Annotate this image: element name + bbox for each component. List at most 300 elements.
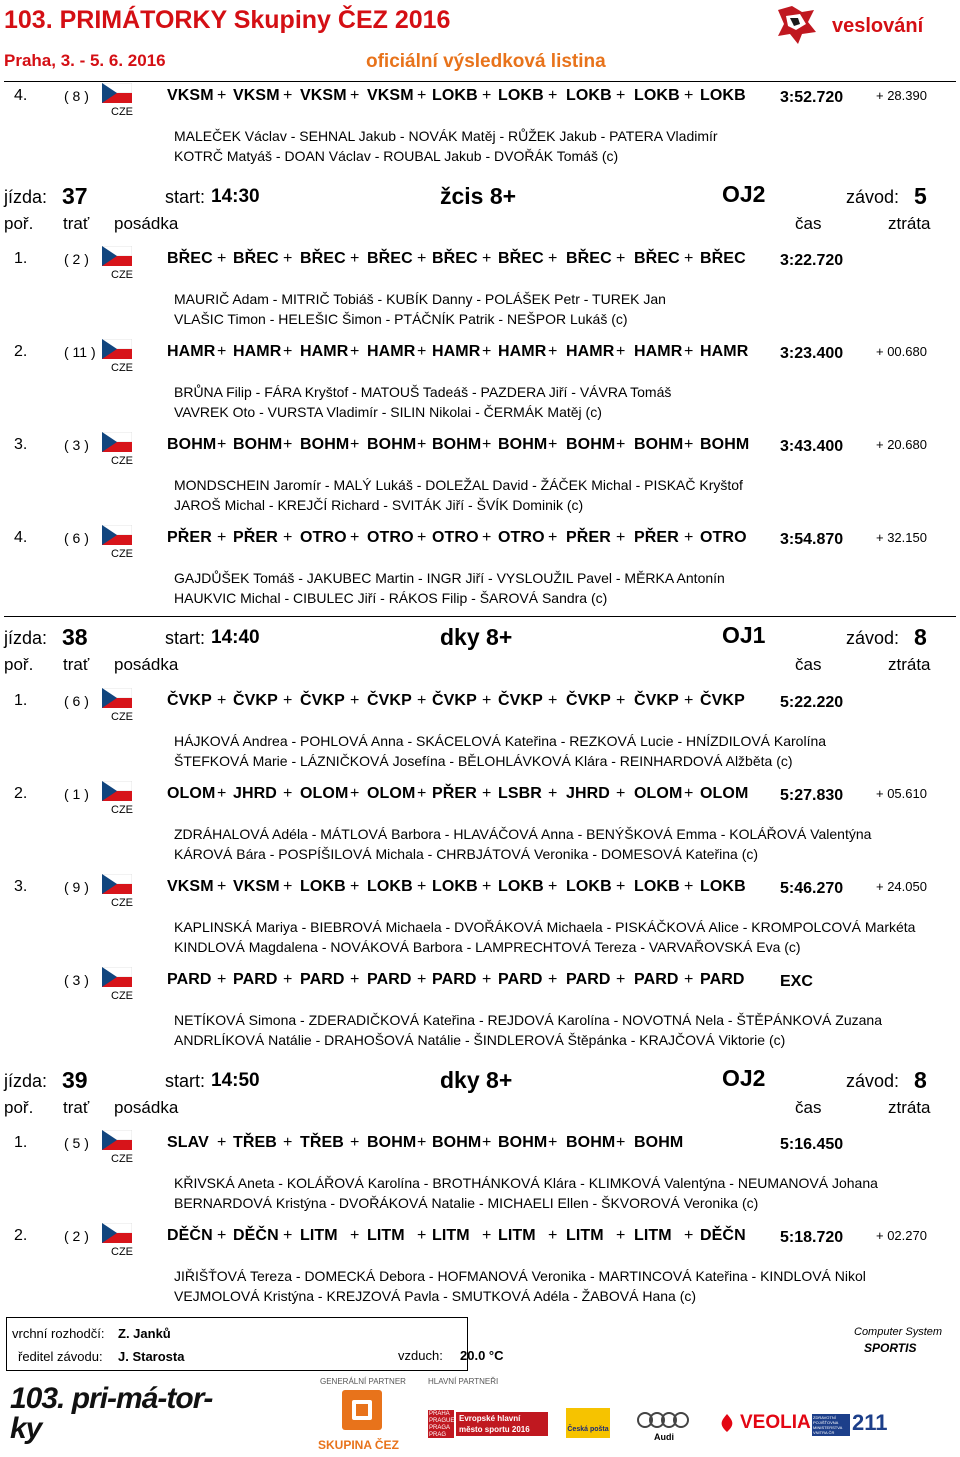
plus-sign: + bbox=[350, 436, 360, 453]
boat-club: ČVKP bbox=[700, 692, 745, 709]
column-por: poř. bbox=[4, 655, 34, 674]
boat-club: BŘEC bbox=[167, 250, 213, 267]
boat-club: VKSM bbox=[233, 878, 280, 895]
result-position: 3. bbox=[14, 436, 28, 453]
boat-club: OTRO bbox=[367, 529, 414, 546]
crew-line: KINDLOVÁ Magdalena - NOVÁKOVÁ Barbora - LAMPRECHTOVÁ Tereza - VARVAŘOVSKÁ Eva (c) bbox=[174, 939, 801, 955]
boat-club: LITM bbox=[367, 1227, 405, 1244]
boat-club: JHRD bbox=[233, 785, 277, 802]
boat-club: BOHM bbox=[634, 1134, 684, 1151]
plus-sign: + bbox=[417, 87, 427, 104]
boat-club: LOKB bbox=[700, 878, 746, 895]
boat-club: OTRO bbox=[498, 529, 545, 546]
director-name: J. Starosta bbox=[118, 1349, 185, 1364]
boat-club: HAMR bbox=[167, 343, 216, 360]
result-lane: ( 11 ) bbox=[64, 344, 96, 360]
plus-sign: + bbox=[350, 692, 360, 709]
boat-club: BOHM bbox=[300, 436, 350, 453]
crew-line: VEJMOLOVÁ Kristýna - KREJZOVÁ Pavla - SMUTKOVÁ Adéla - ŽABOVÁ Hana (c) bbox=[174, 1288, 697, 1304]
boat-club: LITM bbox=[432, 1227, 470, 1244]
crew-line: VAVREK Oto - VURSTA Vladimír - SILIN Nikolai - ČERMÁK Matěj (c) bbox=[174, 404, 602, 420]
jizda-label: jízda: bbox=[4, 187, 48, 207]
plus-sign: + bbox=[616, 971, 626, 988]
column-por: poř. bbox=[4, 214, 34, 233]
plus-sign: + bbox=[684, 250, 694, 267]
boat-club: HAMR bbox=[300, 343, 349, 360]
boat-club: JHRD bbox=[566, 785, 610, 802]
plus-sign: + bbox=[616, 1134, 626, 1151]
boat-club: BŘEC bbox=[432, 250, 478, 267]
plus-sign: + bbox=[217, 1134, 227, 1151]
country-code: CZE bbox=[111, 362, 133, 374]
country-code: CZE bbox=[111, 106, 133, 118]
plus-sign: + bbox=[283, 785, 293, 802]
general-partner-label: GENERÁLNÍ PARTNER bbox=[320, 1377, 406, 1386]
boat-club: OTRO bbox=[432, 529, 479, 546]
boat-club: LOKB bbox=[300, 878, 346, 895]
plus-sign: + bbox=[482, 785, 492, 802]
cez-logo-icon bbox=[342, 1390, 382, 1430]
jizda-number: 38 bbox=[62, 624, 88, 650]
boat-club: DĚČN bbox=[167, 1227, 213, 1244]
boat-club: PŘER bbox=[634, 529, 679, 546]
crew-line: ŠTEFKOVÁ Marie - LÁZNIČKOVÁ Josefína - BĚLOHLÁVKOVÁ Klára - REINHARDOVÁ Alžběta (c) bbox=[174, 753, 793, 769]
cze-flag-icon bbox=[102, 339, 132, 359]
result-position: 2. bbox=[14, 343, 28, 360]
plus-sign: + bbox=[217, 250, 227, 267]
plus-sign: + bbox=[283, 1134, 293, 1151]
crew-line: HAUKVIC Michal - CIBULEC Jiří - RÁKOS Filip - ŠAROVÁ Sandra (c) bbox=[174, 590, 608, 606]
boat-club: HAMR bbox=[634, 343, 683, 360]
result-lane: ( 5 ) bbox=[64, 1135, 89, 1151]
veolia-flame-icon bbox=[716, 1412, 738, 1434]
header-rule bbox=[4, 81, 956, 82]
plus-sign: + bbox=[482, 1227, 492, 1244]
location-date: Praha, 3. - 5. 6. 2016 bbox=[4, 51, 166, 70]
boat-club: BOHM bbox=[367, 436, 417, 453]
plus-sign: + bbox=[283, 692, 293, 709]
plus-sign: + bbox=[548, 1134, 558, 1151]
boat-club: BŘEC bbox=[566, 250, 612, 267]
plus-sign: + bbox=[217, 343, 227, 360]
race-category: dky 8+ bbox=[440, 1067, 513, 1093]
result-lane: ( 8 ) bbox=[64, 88, 89, 104]
crew-line: HÁJKOVÁ Andrea - POHLOVÁ Anna - SKÁCELOVÁ Kateřina - REZKOVÁ Lucie - HNÍZDILOVÁ Karolína bbox=[174, 733, 827, 749]
plus-sign: + bbox=[548, 878, 558, 895]
plus-sign: + bbox=[283, 1227, 293, 1244]
zavod-label: závod: bbox=[846, 187, 900, 207]
plus-sign: + bbox=[217, 692, 227, 709]
plus-sign: + bbox=[283, 250, 293, 267]
crew-line: MONDSCHEIN Jaromír - MALÝ Lukáš - DOLEŽAL David - ŽÁČEK Michal - PISKAČ Kryštof bbox=[174, 477, 743, 493]
country-code: CZE bbox=[111, 804, 133, 816]
country-code: CZE bbox=[111, 990, 133, 1002]
boat-club: VKSM bbox=[167, 878, 214, 895]
boat-club: ČVKP bbox=[566, 692, 611, 709]
boat-club: BOHM bbox=[566, 436, 616, 453]
result-position: 1. bbox=[14, 250, 28, 267]
boat-club: PŘER bbox=[233, 529, 278, 546]
result-lane: ( 3 ) bbox=[64, 972, 89, 988]
boat-club: PARD bbox=[432, 971, 477, 988]
boat-club: LOKB bbox=[432, 87, 478, 104]
plus-sign: + bbox=[417, 1227, 427, 1244]
plus-sign: + bbox=[482, 1134, 492, 1151]
plus-sign: + bbox=[217, 529, 227, 546]
boat-club: VKSM bbox=[300, 87, 347, 104]
boat-club: ČVKP bbox=[167, 692, 212, 709]
boat-club: DĚČN bbox=[233, 1227, 279, 1244]
plus-sign: + bbox=[482, 971, 492, 988]
boat-club: LOKB bbox=[634, 878, 680, 895]
result-position: 1. bbox=[14, 1134, 28, 1151]
start-time: 14:40 bbox=[211, 627, 260, 648]
zavod-label: závod: bbox=[846, 1071, 900, 1091]
boat-club: VKSM bbox=[167, 87, 214, 104]
result-diff: + 00.680 bbox=[876, 344, 927, 359]
boat-club: PARD bbox=[700, 971, 745, 988]
boat-club: HAMR bbox=[566, 343, 615, 360]
result-diff: + 05.610 bbox=[876, 786, 927, 801]
boat-club: LOKB bbox=[498, 87, 544, 104]
cze-flag-icon bbox=[102, 432, 132, 452]
plus-sign: + bbox=[417, 436, 427, 453]
evropske-mesto-logo: Evropské hlavní město sportu 2016 bbox=[456, 1412, 548, 1436]
boat-club: BŘEC bbox=[700, 250, 746, 267]
plus-sign: + bbox=[350, 529, 360, 546]
boat-club: OLOM bbox=[300, 785, 349, 802]
plus-sign: + bbox=[350, 1227, 360, 1244]
result-position: 3. bbox=[14, 878, 28, 895]
boat-club: HAMR bbox=[700, 343, 749, 360]
boat-club: BŘEC bbox=[300, 250, 346, 267]
cze-flag-icon bbox=[102, 83, 132, 103]
plus-sign: + bbox=[548, 692, 558, 709]
plus-sign: + bbox=[283, 529, 293, 546]
plus-sign: + bbox=[684, 436, 694, 453]
cze-flag-icon bbox=[102, 525, 132, 545]
sport-label: veslování bbox=[832, 15, 924, 37]
start-time: 14:30 bbox=[211, 186, 260, 207]
column-trat: trať bbox=[63, 1098, 90, 1117]
crew-line: KOTRČ Matyáš - DOAN Václav - ROUBAL Jakub - DVOŘÁK Tomáš (c) bbox=[174, 148, 619, 164]
boat-club: BOHM bbox=[233, 436, 283, 453]
boat-club: PARD bbox=[233, 971, 278, 988]
crew-line: KAPLINSKÁ Mariya - BIEBROVÁ Michaela - DVOŘÁKOVÁ Michaela - PISKÁČKOVÁ Alice - KROMPOLCOVÁ Markéta bbox=[174, 919, 916, 935]
cze-flag-icon bbox=[102, 688, 132, 708]
plus-sign: + bbox=[548, 87, 558, 104]
start-label: start: bbox=[165, 187, 206, 207]
boat-club: LOKB bbox=[566, 878, 612, 895]
plus-sign: + bbox=[350, 971, 360, 988]
boat-club: PŘER bbox=[167, 529, 212, 546]
crew-line: MAURIČ Adam - MITRIČ Tobiáš - KUBÍK Danny - POLÁŠEK Petr - TUREK Jan bbox=[174, 291, 666, 307]
result-diff: + 32.150 bbox=[876, 530, 927, 545]
plus-sign: + bbox=[482, 436, 492, 453]
skupina-cez-logo: SKUPINA ČEZ bbox=[318, 1438, 399, 1452]
plus-sign: + bbox=[217, 785, 227, 802]
boat-club: ČVKP bbox=[634, 692, 679, 709]
plus-sign: + bbox=[548, 971, 558, 988]
boat-club: BOHM bbox=[700, 436, 750, 453]
result-time: 5:22.220 bbox=[780, 694, 844, 711]
zp-mv-number: 211 bbox=[852, 1410, 888, 1435]
cze-flag-icon bbox=[102, 781, 132, 801]
boat-club: BOHM bbox=[498, 436, 548, 453]
boat-club: OLOM bbox=[634, 785, 683, 802]
plus-sign: + bbox=[350, 785, 360, 802]
plus-sign: + bbox=[548, 785, 558, 802]
plus-sign: + bbox=[417, 343, 427, 360]
result-time: 3:23.400 bbox=[780, 345, 844, 362]
crew-line: KŘIVSKÁ Aneta - KOLÁŘOVÁ Karolína - BROTHÁNKOVÁ Klára - KLIMKOVÁ Valentýna - NEUMANOVÁ Johana bbox=[174, 1175, 878, 1191]
boat-club: PARD bbox=[634, 971, 679, 988]
result-time: 5:46.270 bbox=[780, 880, 844, 897]
boat-club: DĚČN bbox=[700, 1227, 746, 1244]
column-cas: čas bbox=[795, 214, 822, 233]
column-posadka: posádka bbox=[114, 214, 179, 233]
country-code: CZE bbox=[111, 1246, 133, 1258]
referee-label: vrchní rozhodčí: bbox=[12, 1326, 105, 1341]
result-position: 2. bbox=[14, 785, 28, 802]
boat-club: BOHM bbox=[432, 1134, 482, 1151]
jizda-label: jízda: bbox=[4, 1071, 48, 1091]
boat-club: PŘER bbox=[432, 785, 477, 802]
plus-sign: + bbox=[616, 343, 626, 360]
boat-club: LITM bbox=[634, 1227, 672, 1244]
country-code: CZE bbox=[111, 455, 133, 467]
column-ztrata: ztráta bbox=[888, 1098, 931, 1117]
crew-line: GAJDŮŠEK Tomáš - JAKUBEC Martin - INGR Jiří - VYSLOUŽIL Pavel - MĚRKA Antonín bbox=[174, 570, 725, 586]
race-category: dky 8+ bbox=[440, 624, 513, 650]
boat-club: LOKB bbox=[700, 87, 746, 104]
boat-club: PARD bbox=[498, 971, 543, 988]
plus-sign: + bbox=[616, 250, 626, 267]
boat-club: HAMR bbox=[498, 343, 547, 360]
column-ztrata: ztráta bbox=[888, 214, 931, 233]
result-diff: + 02.270 bbox=[876, 1228, 927, 1243]
column-posadka: posádka bbox=[114, 655, 179, 674]
boat-club: HAMR bbox=[367, 343, 416, 360]
plus-sign: + bbox=[217, 87, 227, 104]
boat-club: HAMR bbox=[432, 343, 481, 360]
result-time: 5:18.720 bbox=[780, 1229, 844, 1246]
boat-club: BŘEC bbox=[498, 250, 544, 267]
boat-club: ČVKP bbox=[300, 692, 345, 709]
plus-sign: + bbox=[417, 1134, 427, 1151]
result-diff: + 24.050 bbox=[876, 879, 927, 894]
veolia-logo: VEOLIA bbox=[740, 1412, 811, 1433]
plus-sign: + bbox=[283, 436, 293, 453]
plus-sign: + bbox=[482, 878, 492, 895]
start-time: 14:50 bbox=[211, 1070, 260, 1091]
director-label: ředitel závodu: bbox=[18, 1349, 103, 1364]
plus-sign: + bbox=[350, 343, 360, 360]
crew-line: JAROŠ Michal - KREJČÍ Richard - SVITÁK Jiří - ŠVÍK Dominik (c) bbox=[174, 497, 584, 513]
crew-line: ZDRÁHALOVÁ Adéla - MÁTLOVÁ Barbora - HLAVÁČOVÁ Anna - BENÝŠKOVÁ Emma - KOLÁŘOVÁ Valentýna bbox=[174, 826, 872, 842]
country-code: CZE bbox=[111, 897, 133, 909]
plus-sign: + bbox=[616, 436, 626, 453]
start-label: start: bbox=[165, 628, 206, 648]
boat-club: VKSM bbox=[367, 87, 414, 104]
plus-sign: + bbox=[684, 1227, 694, 1244]
start-label: start: bbox=[165, 1071, 206, 1091]
boat-club: LOKB bbox=[498, 878, 544, 895]
plus-sign: + bbox=[417, 250, 427, 267]
air-temp-label: vzduch: bbox=[398, 1348, 443, 1363]
boat-club: ČVKP bbox=[367, 692, 412, 709]
crew-line: KÁROVÁ Bára - POSPÍŠILOVÁ Michala - CHRBJÁTOVÁ Veronika - DOMESOVÁ Kateřina (c) bbox=[174, 846, 759, 862]
boat-club: VKSM bbox=[233, 87, 280, 104]
cze-flag-icon bbox=[102, 1130, 132, 1150]
column-posadka: posádka bbox=[114, 1098, 179, 1117]
country-code: CZE bbox=[111, 711, 133, 723]
crew-line: VLAŠIC Timon - HELEŠIC Šimon - PTÁČNÍK Patrik - NEŠPOR Lukáš (c) bbox=[174, 311, 628, 327]
boat-club: OTRO bbox=[300, 529, 347, 546]
referee-name: Z. Janků bbox=[118, 1326, 171, 1341]
result-lane: ( 6 ) bbox=[64, 693, 89, 709]
column-ztrata: ztráta bbox=[888, 655, 931, 674]
cze-flag-icon bbox=[102, 967, 132, 987]
main-partners-label: HLAVNÍ PARTNEŘI bbox=[428, 1377, 499, 1386]
zp-mv-label: ZDRAVOTNÍ POJIŠŤOVNA MINISTERSTVA VNITRA ČR bbox=[812, 1414, 850, 1436]
column-por: poř. bbox=[4, 1098, 34, 1117]
result-position: 2. bbox=[14, 1227, 28, 1244]
column-cas: čas bbox=[795, 1098, 822, 1117]
cze-flag-icon bbox=[102, 874, 132, 894]
boat-club: PŘER bbox=[566, 529, 611, 546]
result-lane: ( 6 ) bbox=[64, 530, 89, 546]
ceska-posta-logo: Česká pošta bbox=[566, 1408, 610, 1438]
boat-club: BOHM bbox=[566, 1134, 616, 1151]
result-time: 3:22.720 bbox=[780, 252, 844, 269]
plus-sign: + bbox=[482, 692, 492, 709]
result-lane: ( 2 ) bbox=[64, 251, 89, 267]
boat-club: OLOM bbox=[700, 785, 749, 802]
boat-club: ČVKP bbox=[233, 692, 278, 709]
plus-sign: + bbox=[684, 785, 694, 802]
air-temp-value: 20.0 °C bbox=[460, 1348, 504, 1363]
boat-club: BOHM bbox=[498, 1134, 548, 1151]
plus-sign: + bbox=[417, 785, 427, 802]
jizda-number: 37 bbox=[62, 183, 88, 209]
boat-club: PARD bbox=[300, 971, 345, 988]
boat-club: LOKB bbox=[432, 878, 478, 895]
boat-club: LSBR bbox=[498, 785, 542, 802]
country-code: CZE bbox=[111, 269, 133, 281]
plus-sign: + bbox=[482, 529, 492, 546]
plus-sign: + bbox=[217, 436, 227, 453]
plus-sign: + bbox=[684, 343, 694, 360]
boat-club: BOHM bbox=[634, 436, 684, 453]
result-diff: + 28.390 bbox=[876, 88, 927, 103]
sportis-logo: SPORTIS bbox=[864, 1341, 917, 1355]
computer-system-label: Computer System bbox=[854, 1326, 943, 1338]
plus-sign: + bbox=[616, 1227, 626, 1244]
plus-sign: + bbox=[417, 529, 427, 546]
boat-club: LITM bbox=[300, 1227, 338, 1244]
crew-line: BERNARDOVÁ Kristýna - DVOŘÁKOVÁ Natalie - MICHAELI Ellen - ŠKVOROVÁ Veronika (c) bbox=[174, 1195, 759, 1211]
plus-sign: + bbox=[350, 87, 360, 104]
boat-club: LITM bbox=[498, 1227, 536, 1244]
plus-sign: + bbox=[217, 878, 227, 895]
zavod-number: 5 bbox=[914, 183, 927, 209]
column-trat: trať bbox=[63, 655, 90, 674]
boat-club: SLAV bbox=[167, 1134, 209, 1151]
plus-sign: + bbox=[616, 785, 626, 802]
boat-club: OLOM bbox=[367, 785, 416, 802]
page-title: 103. PRIMÁTORKY Skupiny ČEZ 2016 bbox=[4, 6, 451, 34]
country-code: CZE bbox=[111, 548, 133, 560]
result-time: 5:27.830 bbox=[780, 787, 844, 804]
plus-sign: + bbox=[548, 1227, 558, 1244]
plus-sign: + bbox=[217, 971, 227, 988]
result-time: 5:16.450 bbox=[780, 1136, 844, 1153]
plus-sign: + bbox=[548, 343, 558, 360]
crew-line: BRŮNA Filip - FÁRA Kryštof - MATOUŠ Tadeáš - PAZDERA Jiří - VÁVRA Tomáš bbox=[174, 384, 672, 400]
boat-club: TŘEB bbox=[233, 1134, 277, 1151]
praha-logo: PRAHA PRAGUE PRAGA PRAG bbox=[429, 1411, 454, 1438]
plus-sign: + bbox=[616, 87, 626, 104]
result-position: 1. bbox=[14, 692, 28, 709]
zavod-number: 8 bbox=[914, 1067, 927, 1093]
column-cas: čas bbox=[795, 655, 822, 674]
plus-sign: + bbox=[482, 250, 492, 267]
primatorky-logo: 103. pri-má-tor-ky bbox=[10, 1384, 213, 1445]
boat-club: BŘEC bbox=[233, 250, 279, 267]
race-group: OJ2 bbox=[722, 181, 766, 207]
boat-club: PARD bbox=[367, 971, 412, 988]
boat-club: ČVKP bbox=[432, 692, 477, 709]
boat-club: LOKB bbox=[566, 87, 612, 104]
zavod-label: závod: bbox=[846, 628, 900, 648]
result-lane: ( 1 ) bbox=[64, 786, 89, 802]
boat-club: PARD bbox=[167, 971, 212, 988]
boat-club: BOHM bbox=[432, 436, 482, 453]
boat-club: TŘEB bbox=[300, 1134, 344, 1151]
plus-sign: + bbox=[283, 971, 293, 988]
crew-line: MALEČEK Václav - SEHNAL Jakub - NOVÁK Matěj - RŮŽEK Jakub - PATERA Vladimír bbox=[174, 128, 718, 144]
plus-sign: + bbox=[482, 87, 492, 104]
crew-line: ANDRLÍKOVÁ Natálie - DRAHOŠOVÁ Natálie - ŠINDLEROVÁ Štěpánka - KRAJČOVÁ Viktorie (c) bbox=[174, 1032, 786, 1048]
plus-sign: + bbox=[684, 971, 694, 988]
plus-sign: + bbox=[283, 878, 293, 895]
result-time: 3:52.720 bbox=[780, 89, 844, 106]
boat-club: LITM bbox=[566, 1227, 604, 1244]
result-lane: ( 3 ) bbox=[64, 437, 89, 453]
plus-sign: + bbox=[350, 1134, 360, 1151]
document-subtitle: oficiální výsledková listina bbox=[366, 51, 606, 72]
audi-label: Audi bbox=[654, 1432, 674, 1442]
zavod-number: 8 bbox=[914, 624, 927, 650]
result-diff: + 20.680 bbox=[876, 437, 927, 452]
boat-club: BOHM bbox=[167, 436, 217, 453]
audi-rings-icon bbox=[636, 1410, 692, 1430]
result-time: EXC bbox=[780, 973, 813, 990]
plus-sign: + bbox=[616, 878, 626, 895]
boat-club: ČVKP bbox=[498, 692, 543, 709]
plus-sign: + bbox=[350, 878, 360, 895]
race-group: OJ1 bbox=[722, 622, 766, 648]
crew-line: JIŘIŠŤOVÁ Tereza - DOMECKÁ Debora - HOFMANOVÁ Veronika - MARTINCOVÁ Kateřina - KINDLOVÁ Nikol bbox=[174, 1268, 866, 1284]
result-time: 3:54.870 bbox=[780, 531, 844, 548]
race-group: OJ2 bbox=[722, 1065, 766, 1091]
plus-sign: + bbox=[548, 436, 558, 453]
plus-sign: + bbox=[684, 87, 694, 104]
result-position: 4. bbox=[14, 87, 28, 104]
boat-club: BŘEC bbox=[367, 250, 413, 267]
boat-club: OTRO bbox=[700, 529, 747, 546]
